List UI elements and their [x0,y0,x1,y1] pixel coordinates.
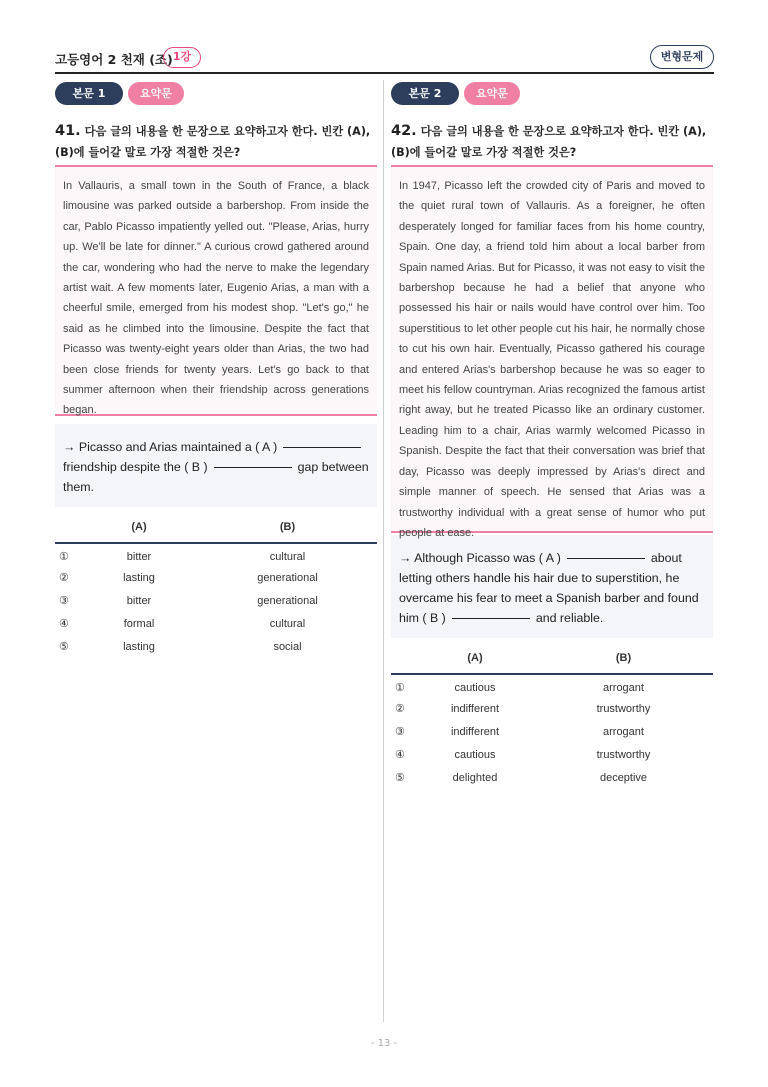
tag-row [391,82,713,106]
choice-row[interactable] [391,743,713,766]
choice-row[interactable] [55,612,377,635]
tag-row [55,82,377,106]
choice-b: trustworthy [596,702,651,715]
summary-box [391,535,713,638]
answer-choices-table [391,652,713,789]
lesson-badge: 1강 [163,47,201,68]
question-42-column [391,82,713,789]
column-header-b: (B) [534,652,713,674]
choice-b: generational [257,594,318,607]
column-header-a: (A) [416,652,534,674]
choice-row[interactable] [391,697,713,720]
choice-number: ③ [59,595,69,607]
choice-b: generational [257,571,318,584]
choice-number: ② [395,703,405,715]
choice-number: ⑤ [59,641,69,653]
choice-b: social [273,640,302,653]
choice-b: cultural [269,550,306,563]
passage-box: In 1947, Picasso left the crowded city of Paris and moved to the quiet rural town of Vallauris. As a foreigner, he often desperately longed for familiar faces from his home country, Spain. One day, a friend told him about a local barber from Spain named Arias. But for Picasso, it was not easy to visit the barbershop because he had a belief that anyone who possessed his hair or nails would have control over him. Too superstitious to let other people cut his hair, he normally chose to cut his own hair. Eventually, Picasso gathered his courage and entered Arias's barbershop because he was so eager to meet his fellow countryman. Arias recognized the famous artist right away, but he treated Picasso like an ordinary customer. Leading him to a chair, Arias warmly welcomed Picasso in Spanish. Despite the fact that their conversation was brief that day, Picasso was deeply impressed by Arias's direct and simple manner of speech. He sensed that Arias was a trustworthy individual with a great sense of humor who put people at ease. [391,165,713,533]
choice-row[interactable] [55,543,377,566]
summary-box [55,424,377,507]
choice-a: lasting [123,571,155,584]
choice-b: cultural [269,617,306,630]
choice-a: indifferent [450,702,500,715]
blank-b [452,618,530,619]
choice-b: arrogant [603,681,644,694]
choice-row[interactable] [55,589,377,612]
choice-row[interactable] [391,766,713,789]
choice-number: ④ [395,749,405,761]
question-41-column [55,82,377,658]
question-text: 다음 글의 내용을 한 문장으로 요약하고자 한다. 빈칸 (A), (B)에 들어갈 말로 가장 적절한 것은? [55,125,371,159]
summary-text-2: about letting others handle his hair due to superstition, he overcame his fear to meet a Spanish barber and found him ( B ) [399,551,699,625]
question-number: 42. [391,123,417,139]
question-number: 41. [55,123,81,139]
choice-number: ① [59,551,69,563]
choice-b: trustworthy [596,748,651,761]
choice-a: cautious [454,681,496,694]
choice-number: ⑤ [395,772,405,784]
page-number: - 13 - [370,1038,398,1049]
choice-number: ③ [395,726,405,738]
choice-a: lasting [123,640,155,653]
passage-tag: 본문 2 [391,82,459,105]
choice-number: ④ [59,618,69,630]
blank-b [214,467,292,468]
summary-text-1: → Picasso and Arias maintained a ( A ) [63,440,278,454]
summary-tag: 요약문 [464,82,520,105]
choice-row[interactable] [55,635,377,658]
choice-number: ① [395,682,405,694]
blank-a [567,558,645,559]
column-header-a: (A) [80,521,198,543]
answer-choices-table [55,521,377,658]
page-header [55,44,714,74]
choice-b: arrogant [603,725,644,738]
choice-row[interactable] [391,720,713,743]
choice-a: bitter [126,550,152,563]
summary-text-3: and reliable. [535,611,604,625]
question-prompt [55,121,377,165]
question-text: 다음 글의 내용을 한 문장으로 요약하고자 한다. 빈칸 (A), (B)에 들어갈 말로 가장 적절한 것은? [391,125,707,159]
choice-a: cautious [454,748,496,761]
question-prompt [391,121,713,165]
passage-box: In Vallauris, a small town in the South of France, a black limousine was parked outside a barbershop. From inside the car, Pablo Picasso impatiently yelled out. "Please, Arias, hurry up. We'll be late for dinner." A curious crowd gathered around the car, wondering who had the nerve to make the legendary artist wait. A few moments later, Eugenio Arias, a man with a cheerful smile, emerged from his modest shop. "Let's go," he said as he climbed into the limousine. Despite the fact that Picasso was twenty-eight years older than Arias, the two had been close friends for twenty years. Let's go back to that summer afternoon when their friendship across generations began. [55,165,377,416]
summary-text-1: → Although Picasso was ( A ) [399,551,561,565]
choice-a: bitter [126,594,152,607]
summary-tag: 요약문 [128,82,184,105]
choice-a: formal [123,617,155,630]
column-divider [383,80,384,1022]
summary-text-3: gap between them. [63,460,369,494]
column-header-b: (B) [198,521,377,543]
choice-a: indifferent [450,725,500,738]
question-type-badge: 변형문제 [650,45,714,69]
choice-b: deceptive [599,771,648,784]
choice-number: ② [59,572,69,584]
summary-text-2: friendship despite the ( B ) [63,460,208,474]
choice-a: delighted [452,771,498,784]
choice-row[interactable] [391,674,713,697]
choice-row[interactable] [55,566,377,589]
passage-tag: 본문 1 [55,82,123,105]
blank-a [283,447,361,448]
book-title: 고등영어 2 천재 (조) [55,52,173,67]
